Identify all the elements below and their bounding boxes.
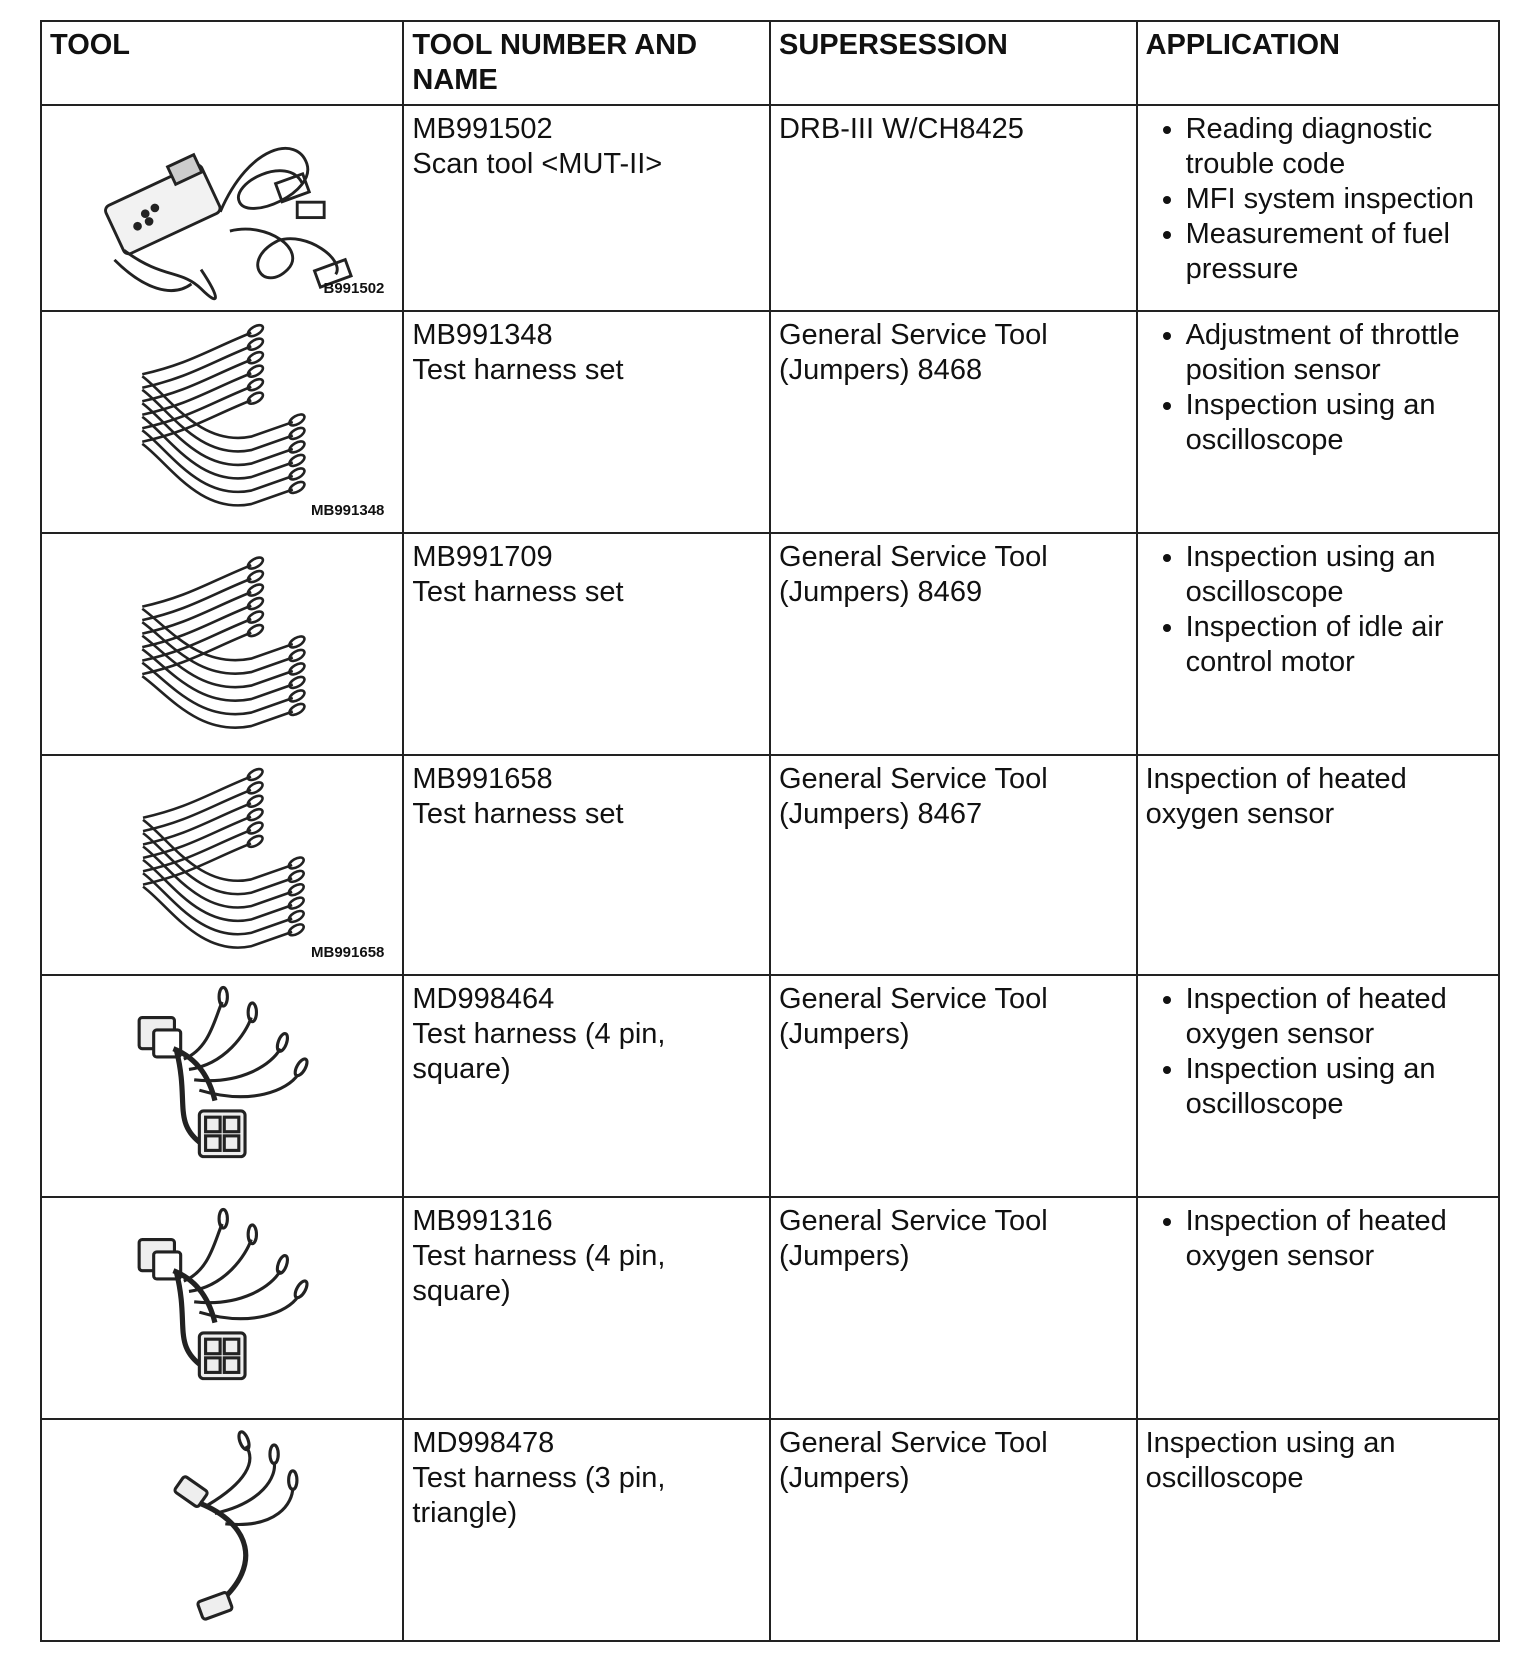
tool-number-name-cell [403, 755, 770, 975]
tool-name: Scan tool <MUT-II> [412, 148, 663, 180]
supersession-cell: General Service Tool (Jumpers) 8468 [770, 311, 1137, 533]
supersession-cell: General Service Tool (Jumpers) [770, 1419, 1137, 1641]
tool-number-name-cell [403, 1197, 770, 1419]
tool-image-label: MB991658 [311, 944, 385, 961]
special-tools-table [40, 20, 1500, 1642]
tool-number-name-cell [403, 311, 770, 533]
table-row [41, 533, 1499, 755]
tool-number-name-cell [403, 975, 770, 1197]
tool-image-label: MB991348 [311, 502, 385, 519]
tool-name: Test harness set [412, 354, 624, 386]
supersession-cell: General Service Tool (Jumpers) 8469 [770, 533, 1137, 755]
table-row [41, 755, 1499, 975]
application-text: Inspection using an oscilloscope [1145, 1427, 1396, 1494]
header-row [41, 21, 1499, 105]
application-item: • Reading diagnostic trouble code [1186, 112, 1490, 182]
application-cell [1137, 1419, 1499, 1641]
tool-number-name-cell [403, 533, 770, 755]
application-cell [1137, 1197, 1499, 1419]
application-cell [1137, 311, 1499, 533]
tool-image-cell [41, 1419, 403, 1641]
application-list [1146, 318, 1490, 458]
supersession-cell: General Service Tool (Jumpers) 8467 [770, 755, 1137, 975]
header-tool-number-and-name: TOOL NUMBER AND NAME [403, 21, 770, 105]
test-harness-set-illustration [42, 756, 402, 972]
scan-tool-illustration [42, 106, 402, 308]
tool-image-cell [41, 755, 403, 975]
application-list [1146, 982, 1490, 1122]
application-cell [1137, 533, 1499, 755]
application-item: • Inspection using an oscilloscope [1186, 388, 1490, 458]
tool-number: MB991709 [412, 541, 553, 573]
connector-harness-illustration [42, 976, 402, 1194]
supersession-cell: General Service Tool (Jumpers) [770, 975, 1137, 1197]
supersession-cell: DRB-III W/CH8425 [770, 105, 1137, 311]
tool-number-name-cell [403, 1419, 770, 1641]
table-row [41, 975, 1499, 1197]
header-supersession: SUPERSESSION [770, 21, 1137, 105]
application-item: • Inspection of heated oxygen sensor [1186, 1204, 1490, 1274]
tool-number-name-cell [403, 105, 770, 311]
test-harness-set-illustration [42, 534, 402, 752]
application-item: • Inspection using an oscilloscope [1186, 540, 1490, 610]
application-item: • MFI system inspection [1186, 182, 1490, 217]
application-list [1146, 1204, 1490, 1274]
application-text: Inspection of heated oxygen sensor [1145, 763, 1407, 830]
application-list [1146, 540, 1490, 680]
tool-number: MD998478 [412, 1427, 555, 1459]
application-cell [1137, 105, 1499, 311]
table-row [41, 1419, 1499, 1641]
table-row [41, 311, 1499, 533]
tool-name: Test harness set [412, 798, 624, 830]
tool-image-label: B991502 [323, 280, 385, 297]
tool-number: MB991502 [412, 113, 553, 145]
triangle-harness-illustration [42, 1420, 402, 1638]
tool-number: MB991658 [412, 763, 553, 795]
application-item: • Inspection of heated oxygen sensor [1186, 982, 1490, 1052]
table-row [41, 105, 1499, 311]
tool-name: Test harness (3 pin, triangle) [412, 1462, 666, 1529]
tool-name: Test harness (4 pin, square) [412, 1240, 666, 1307]
tool-image-cell [41, 533, 403, 755]
table-row [41, 1197, 1499, 1419]
test-harness-set-illustration [42, 312, 402, 530]
tool-number: MB991316 [412, 1205, 553, 1237]
tool-number: MD998464 [412, 983, 555, 1015]
supersession-cell: General Service Tool (Jumpers) [770, 1197, 1137, 1419]
application-item: • Measurement of fuel pressure [1186, 217, 1490, 287]
connector-harness-illustration [42, 1198, 402, 1416]
application-item: • Inspection of idle air control motor [1186, 610, 1490, 680]
application-list [1146, 112, 1490, 287]
application-item: • Inspection using an oscilloscope [1186, 1052, 1490, 1122]
header-tool: TOOL [41, 21, 403, 105]
tool-name: Test harness (4 pin, square) [412, 1018, 666, 1085]
application-cell [1137, 755, 1499, 975]
tool-image-cell [41, 105, 403, 311]
header-application: APPLICATION [1137, 21, 1499, 105]
tool-image-cell [41, 1197, 403, 1419]
application-cell [1137, 975, 1499, 1197]
tool-image-cell [41, 975, 403, 1197]
tool-name: Test harness set [412, 576, 624, 608]
tool-image-cell [41, 311, 403, 533]
application-item: • Adjustment of throttle position sensor [1186, 318, 1490, 388]
tool-number: MB991348 [412, 319, 553, 351]
